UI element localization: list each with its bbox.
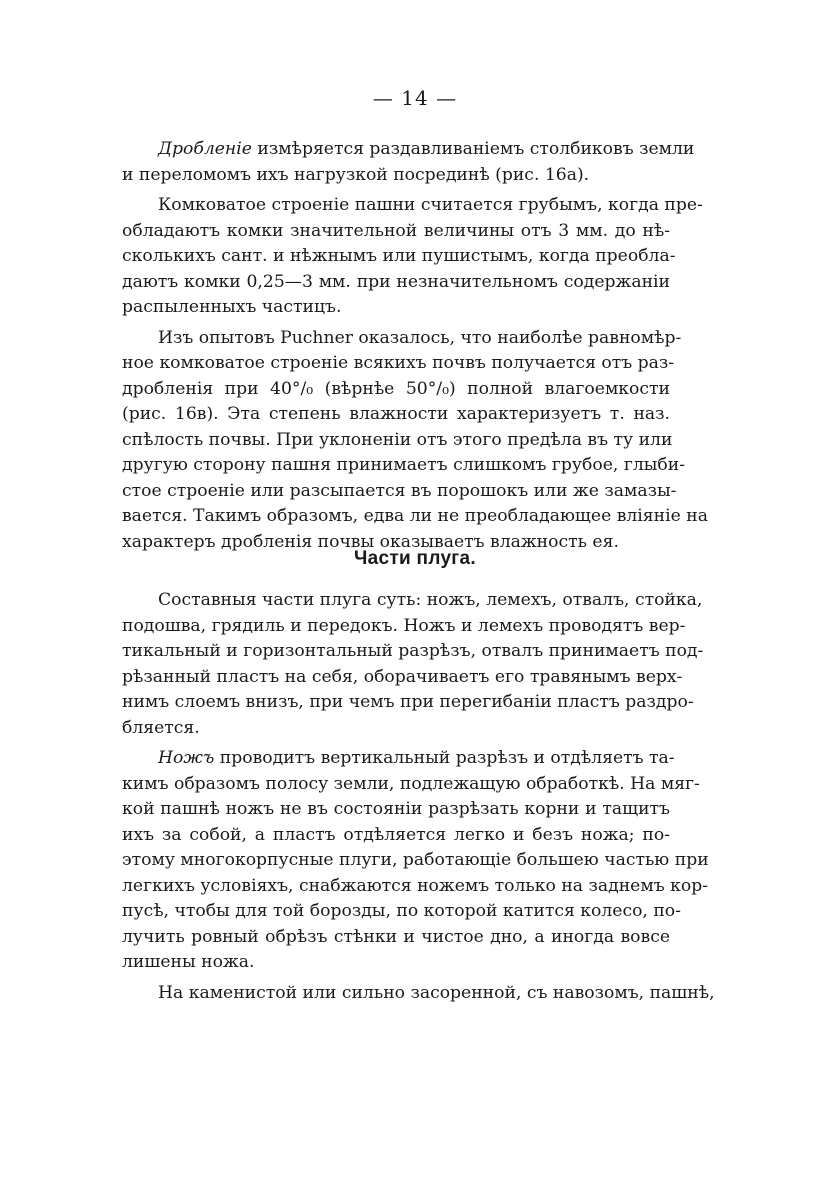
line-text: подошва, грядиль и передокъ. Ножъ и лемехъ проводятъ вер- (122, 615, 686, 636)
text-line (122, 899, 681, 925)
text-line (122, 716, 670, 742)
text-line (122, 823, 670, 849)
line-text: сколькихъ сант. и нѣжнымъ или пушистымъ, когда преобла- (122, 246, 676, 266)
line-text: легкихъ условіяхъ, снабжаются ножемъ только на заднемъ кор- (122, 875, 709, 896)
line-text: и переломомъ ихъ нагрузкой посрединѣ (рис. 16а). (122, 164, 590, 185)
line-text: Комковатое строеніе пашни считается грубымъ, когда пре- (158, 195, 703, 215)
text-line (122, 639, 704, 665)
text-line (122, 193, 703, 219)
line-text: лишены ножа. (122, 952, 255, 972)
text-line (122, 925, 670, 951)
text-line (122, 504, 708, 530)
text-line (122, 981, 715, 1007)
line-text: (рис. 16в). Эта степень влажности характеризуетъ т. наз. (122, 404, 670, 424)
text-line (122, 772, 700, 798)
line-text: кой пашнѣ ножъ не въ состояніи разрѣзать корни и тащитъ (122, 799, 670, 819)
line-text: даютъ комки 0,25—3 мм. при незначительномъ содержаніи (122, 271, 670, 292)
page-number: — 14 — (372, 86, 458, 110)
text-line (122, 377, 670, 403)
text-line (122, 326, 682, 352)
line-text: дробленія при 40°/₀ (вѣрнѣе 50°/₀) полной влагоемкости (122, 378, 670, 399)
section-heading: Части плуга. (354, 548, 476, 569)
text-line (122, 479, 677, 505)
line-text: ное комковатое строеніе всякихъ почвъ получается отъ раз- (122, 353, 675, 373)
text-line (122, 244, 676, 270)
text-line (122, 797, 670, 823)
line-text: обладаютъ комки значительной величины отъ 3 мм. до нѣ- (122, 220, 670, 241)
line-text: другую сторону пашня принимаетъ слишкомъ грубое, глыби- (122, 455, 686, 475)
text-line (122, 746, 675, 772)
line-text: этому многокорпусные плуги, работающіе большею частью при (122, 850, 709, 870)
text-line (122, 351, 675, 377)
text-line (122, 219, 670, 245)
text-line (122, 874, 709, 900)
line-text: характеръ дробленія почвы оказываетъ влажность ея. (122, 531, 619, 552)
text-line (122, 270, 670, 296)
line-text: Составныя части плуга суть: ножъ, лемехъ, отвалъ, стойка, (158, 590, 703, 610)
paragraph-block-plough-parts (122, 588, 715, 1006)
line-text: бляется. (122, 717, 200, 738)
line-text: распыленныхъ частицъ. (122, 297, 342, 317)
text-line (122, 848, 709, 874)
emphasized-term: Дробленіе (158, 139, 252, 159)
text-line (122, 690, 694, 716)
text-line (122, 163, 670, 189)
line-text: нимъ слоемъ внизъ, при чемъ при перегибаніи пластъ раздро- (122, 692, 694, 712)
line-text: стое строеніе или разсыпается въ порошокъ или же замазы- (122, 480, 677, 501)
text-line (122, 950, 670, 976)
line-text: рѣзанный пластъ на себя, оборачиваетъ его травянымъ верх- (122, 666, 683, 687)
emphasized-term: Ножъ (158, 748, 215, 768)
text-line (122, 614, 686, 640)
text-line (122, 295, 670, 321)
line-text: проводитъ вертикальный разрѣзъ и отдѣляетъ та- (214, 748, 675, 768)
line-text: тикальный и горизонтальный разрѣзъ, отвалъ принимаетъ под- (122, 641, 704, 661)
line-text: спѣлость почвы. При уклоненіи отъ этого предѣла въ ту или (122, 429, 673, 450)
text-line (122, 588, 703, 614)
line-text: пусѣ, чтобы для той борозды, по которой катится колесо, по- (122, 901, 681, 921)
line-text: Изъ опытовъ Puchner оказалось, что наиболѣе равномѣр- (158, 327, 682, 348)
line-text: измѣряется раздавливаніемъ столбиковъ земли (251, 139, 695, 159)
line-text: На каменистой или сильно засоренной, съ навозомъ, пашнѣ, (158, 982, 715, 1003)
text-line (122, 428, 673, 454)
line-text: кимъ образомъ полосу земли, подлежащую обработкѣ. На мяг- (122, 773, 700, 794)
line-text: вается. Такимъ образомъ, едва ли не преобладающее вліяніе на (122, 506, 708, 526)
line-text: лучить ровный обрѣзъ стѣнки и чистое дно, а иногда вовсе (122, 926, 670, 947)
line-text: ихъ за собой, а пластъ отдѣляется легко и безъ ножа; по- (122, 824, 670, 845)
text-line (122, 665, 683, 691)
text-line (122, 402, 670, 428)
text-line (122, 453, 686, 479)
text-line (122, 137, 695, 163)
paragraph-block-crumbling (122, 137, 708, 555)
